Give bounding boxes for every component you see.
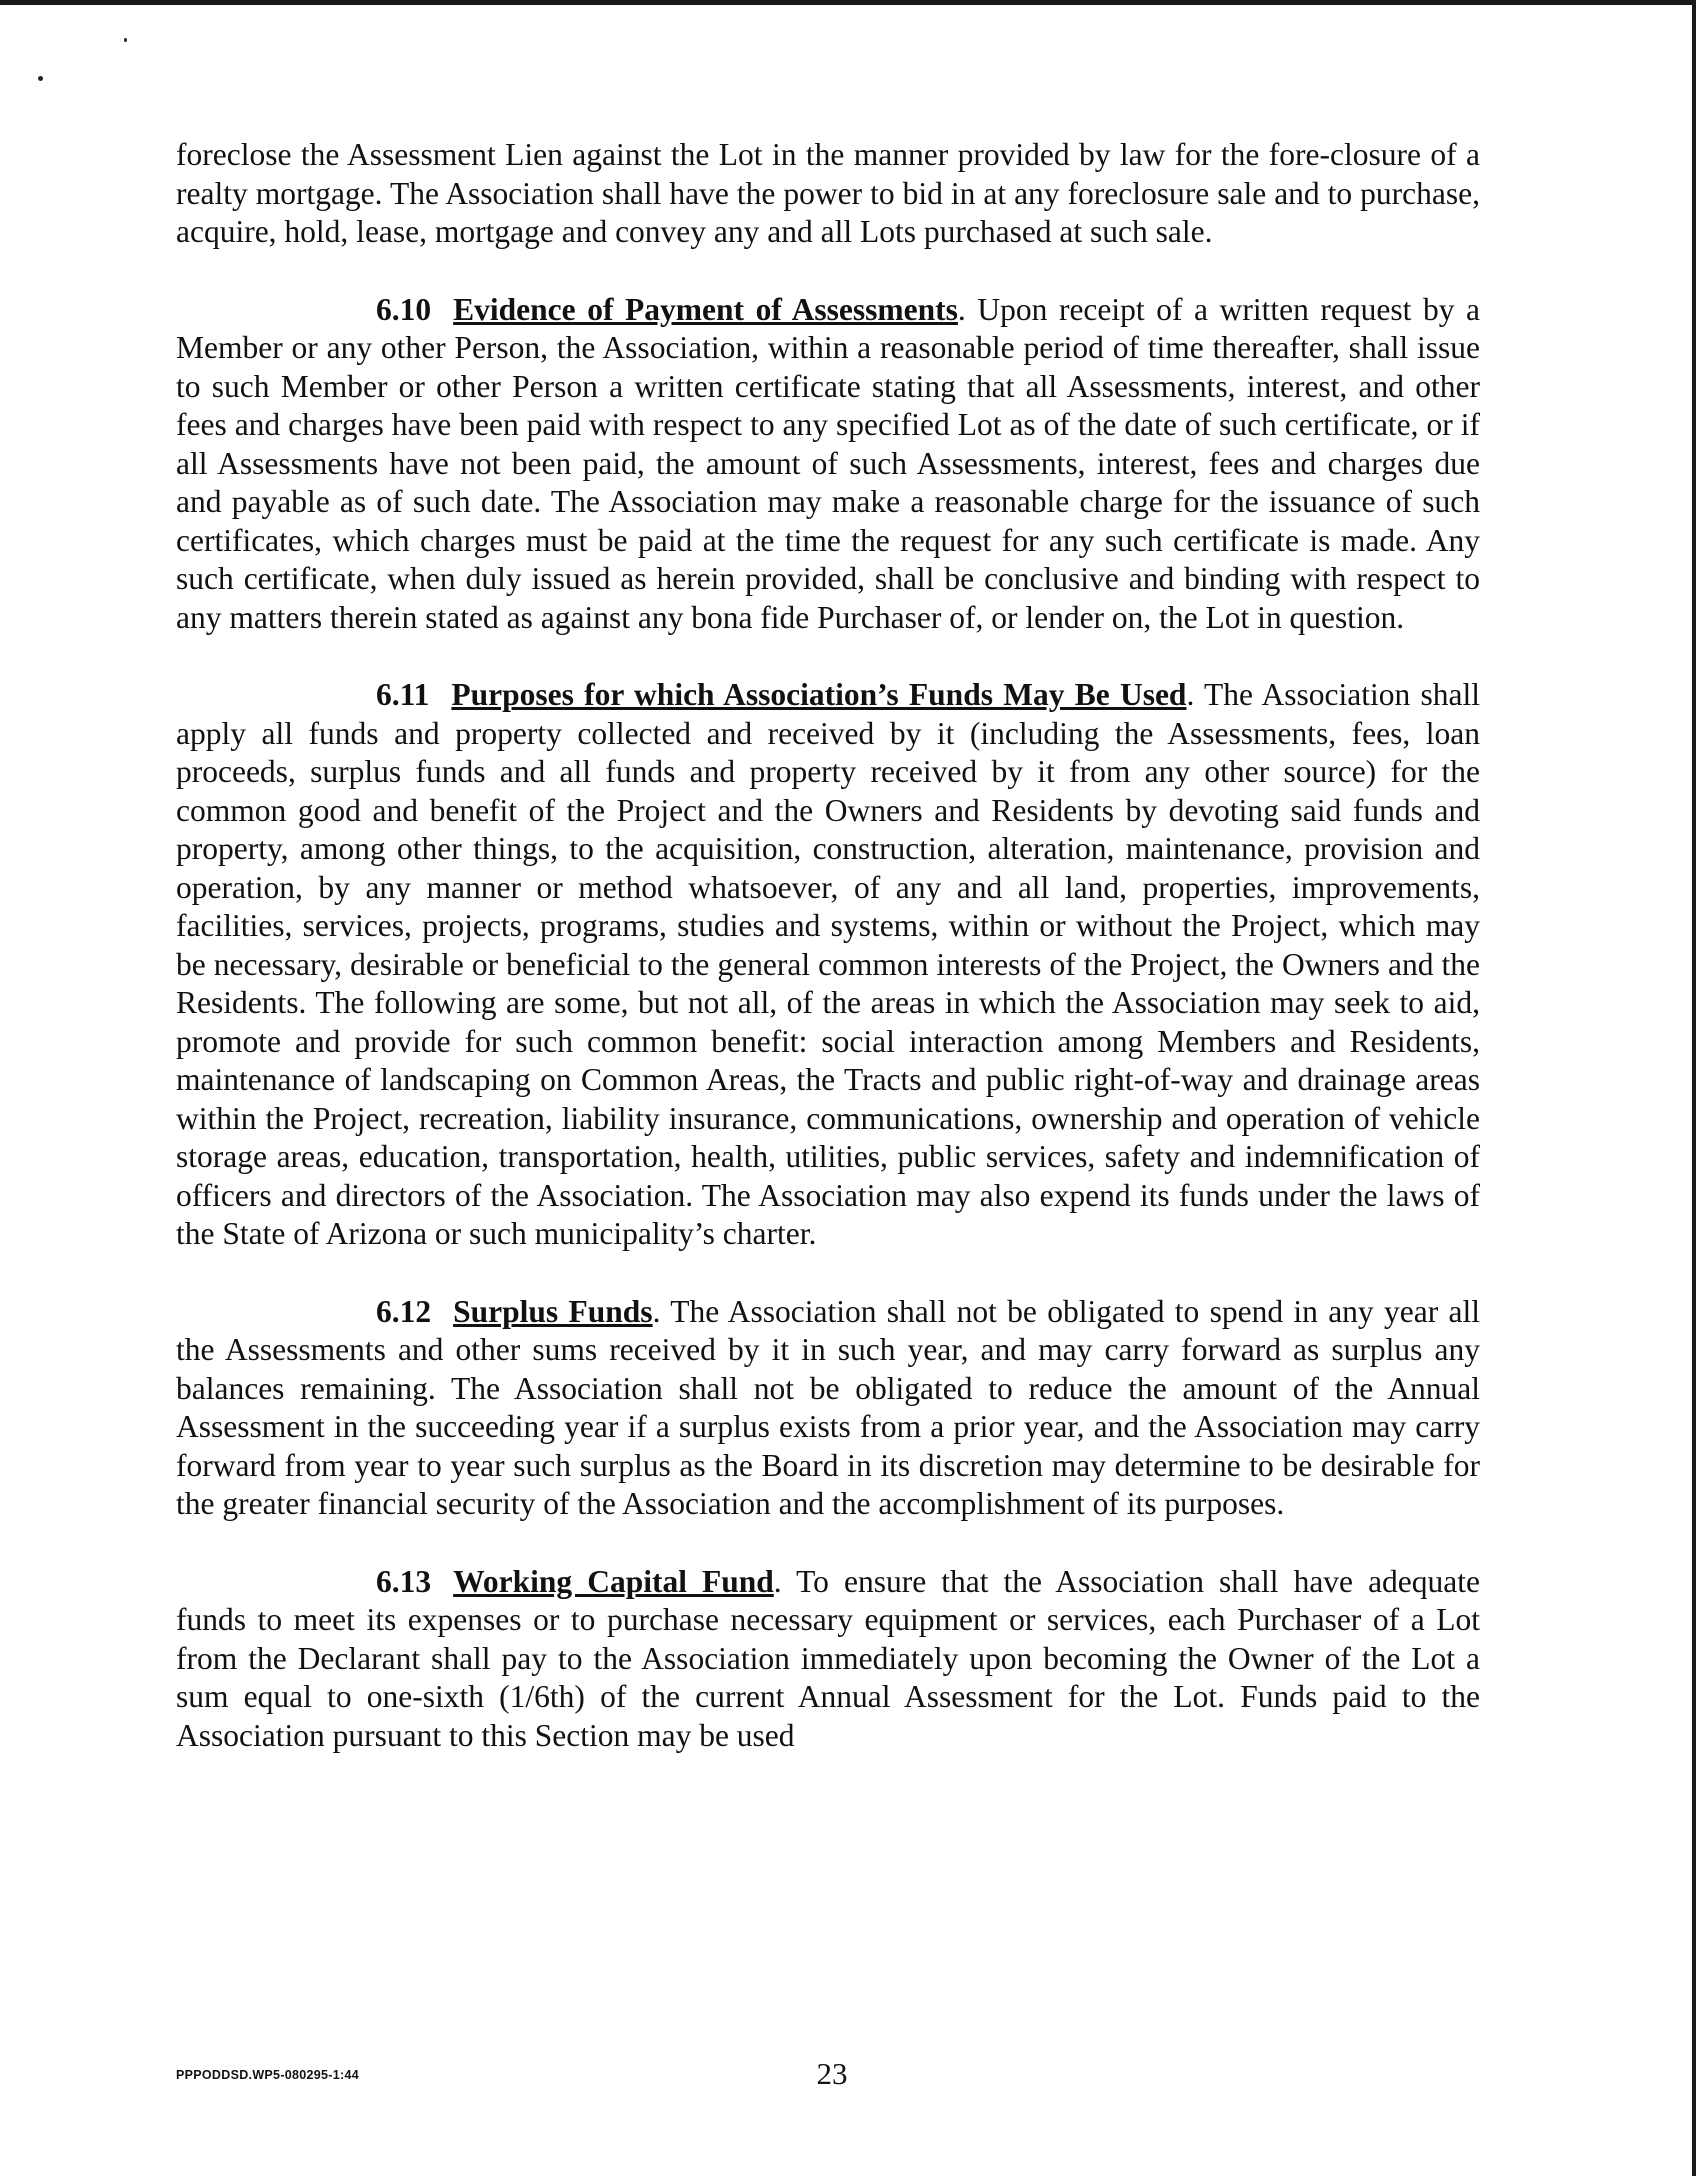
page-number: 23 xyxy=(816,2056,848,2091)
section-number: 6.12 xyxy=(376,1293,432,1329)
section-body: The Association shall apply all funds and property collected and received by it (including the Assessments, fees, loan proceeds, surplus funds and all funds and property received by it from any other source) for the common good and benefit of the Project and the Owners and Residents by devoting said funds and property, among other things, to the acquisition, construction, alteration, maintenance, provision and operation, by any manner or method whatsoever, of any and all land, properties, improvements, facilities, services, projects, programs, studies and systems, within or without the Project, which may be necessary, desirable or beneficial to the general common interests of the Project, the Owners and the Residents. The following are some, but not all, of the areas in which the Association may seek to aid, promote and provide for such common benefit: social interaction among Members and Residents, maintenance of landscaping on Common Areas, the Tracts and public right-of-way and drainage areas within the Project, recreation, liability insurance, communications, ownership and operation of vehicle storage areas, education, transportation, health, utilities, public services, safety and indemnification of officers and directors of the Association. The Association may also expend its funds under the laws of the State of Arizona or such municipality’s charter. xyxy=(176,677,1480,1251)
scan-speck xyxy=(124,38,127,42)
section-title: Working Capital Fund xyxy=(453,1563,774,1599)
section-body: To ensure that the Association shall have adequate funds to meet its expenses or to purchase necessary equipment or services, each Purchaser of a Lot from the Declarant shall pay to the Association immediately upon becoming the Owner of the Lot a sum equal to one-sixth (1/6th) of the current Annual Assessment for the Lot. Funds paid to the Association pursuant to this Section may be used xyxy=(176,1563,1480,1753)
section-6-11 xyxy=(176,676,1480,1254)
section-number: 6.10 xyxy=(376,291,432,327)
section-title-period: . xyxy=(1186,677,1195,712)
opening-paragraph: foreclose the Assessment Lien against the Lot in the manner provided by law for the fore-closure of a realty mortgage. The Association shall have the power to bid in at any foreclosure sale and to purchase, acquire, hold, lease, mortgage and convey any and all Lots purchased at such sale. xyxy=(176,137,1480,249)
section-title-period: . xyxy=(652,1293,661,1329)
section-title-period: . xyxy=(773,1563,782,1599)
footer-file-code: PPPODDSD.WP5-080295-1:44 xyxy=(176,2068,359,2082)
scan-edge-right xyxy=(1692,0,1696,2176)
section-body: Upon receipt of a written request by a Member or any other Person, the Association, within a reasonable period of time thereafter, shall issue to such Member or other Person a written certificate stating that all Assessments, interest, and other fees and charges have been paid with respect to any specified Lot as of the date of such certificate, or if all Assessments have not been paid, the amount of such Assessments, interest, fees and charges due and payable as of such date. The Association may make a reasonable charge for the issuance of such certificates, which charges must be paid at the time the request for any such certificate is made. Any such certificate, when duly issued as herein provided, shall be conclusive and binding with respect to any matters therein stated as against any bona fide Purchaser of, or lender on, the Lot in question. xyxy=(176,291,1481,635)
scan-edge-top xyxy=(0,0,1696,5)
section-title-period: . xyxy=(957,291,966,327)
section-6-10 xyxy=(176,291,1480,638)
section-number: 6.13 xyxy=(376,1563,432,1599)
section-title: Evidence of Payment of Assessments xyxy=(453,291,958,327)
section-title: Purposes for which Association’s Funds May Be Used xyxy=(451,677,1187,712)
document-body xyxy=(176,136,1480,1794)
section-number: 6.11 xyxy=(376,677,430,712)
section-title: Surplus Funds xyxy=(453,1293,653,1329)
scan-speck xyxy=(38,76,43,81)
section-body: The Association shall not be obligated to spend in any year all the Assessments and other sums received by it in such year, and may carry forward as surplus any balances remaining. The Association shall not be obligated to reduce the amount of the Annual Assessment in the succeeding year if a surplus exists from a prior year, and the Association may carry forward from year to year such surplus as the Board in its discretion may determine to be desirable for the greater financial security of the Association and the accomplishment of its purposes. xyxy=(176,1293,1481,1521)
section-6-13 xyxy=(176,1563,1480,1756)
section-6-12 xyxy=(176,1293,1480,1524)
